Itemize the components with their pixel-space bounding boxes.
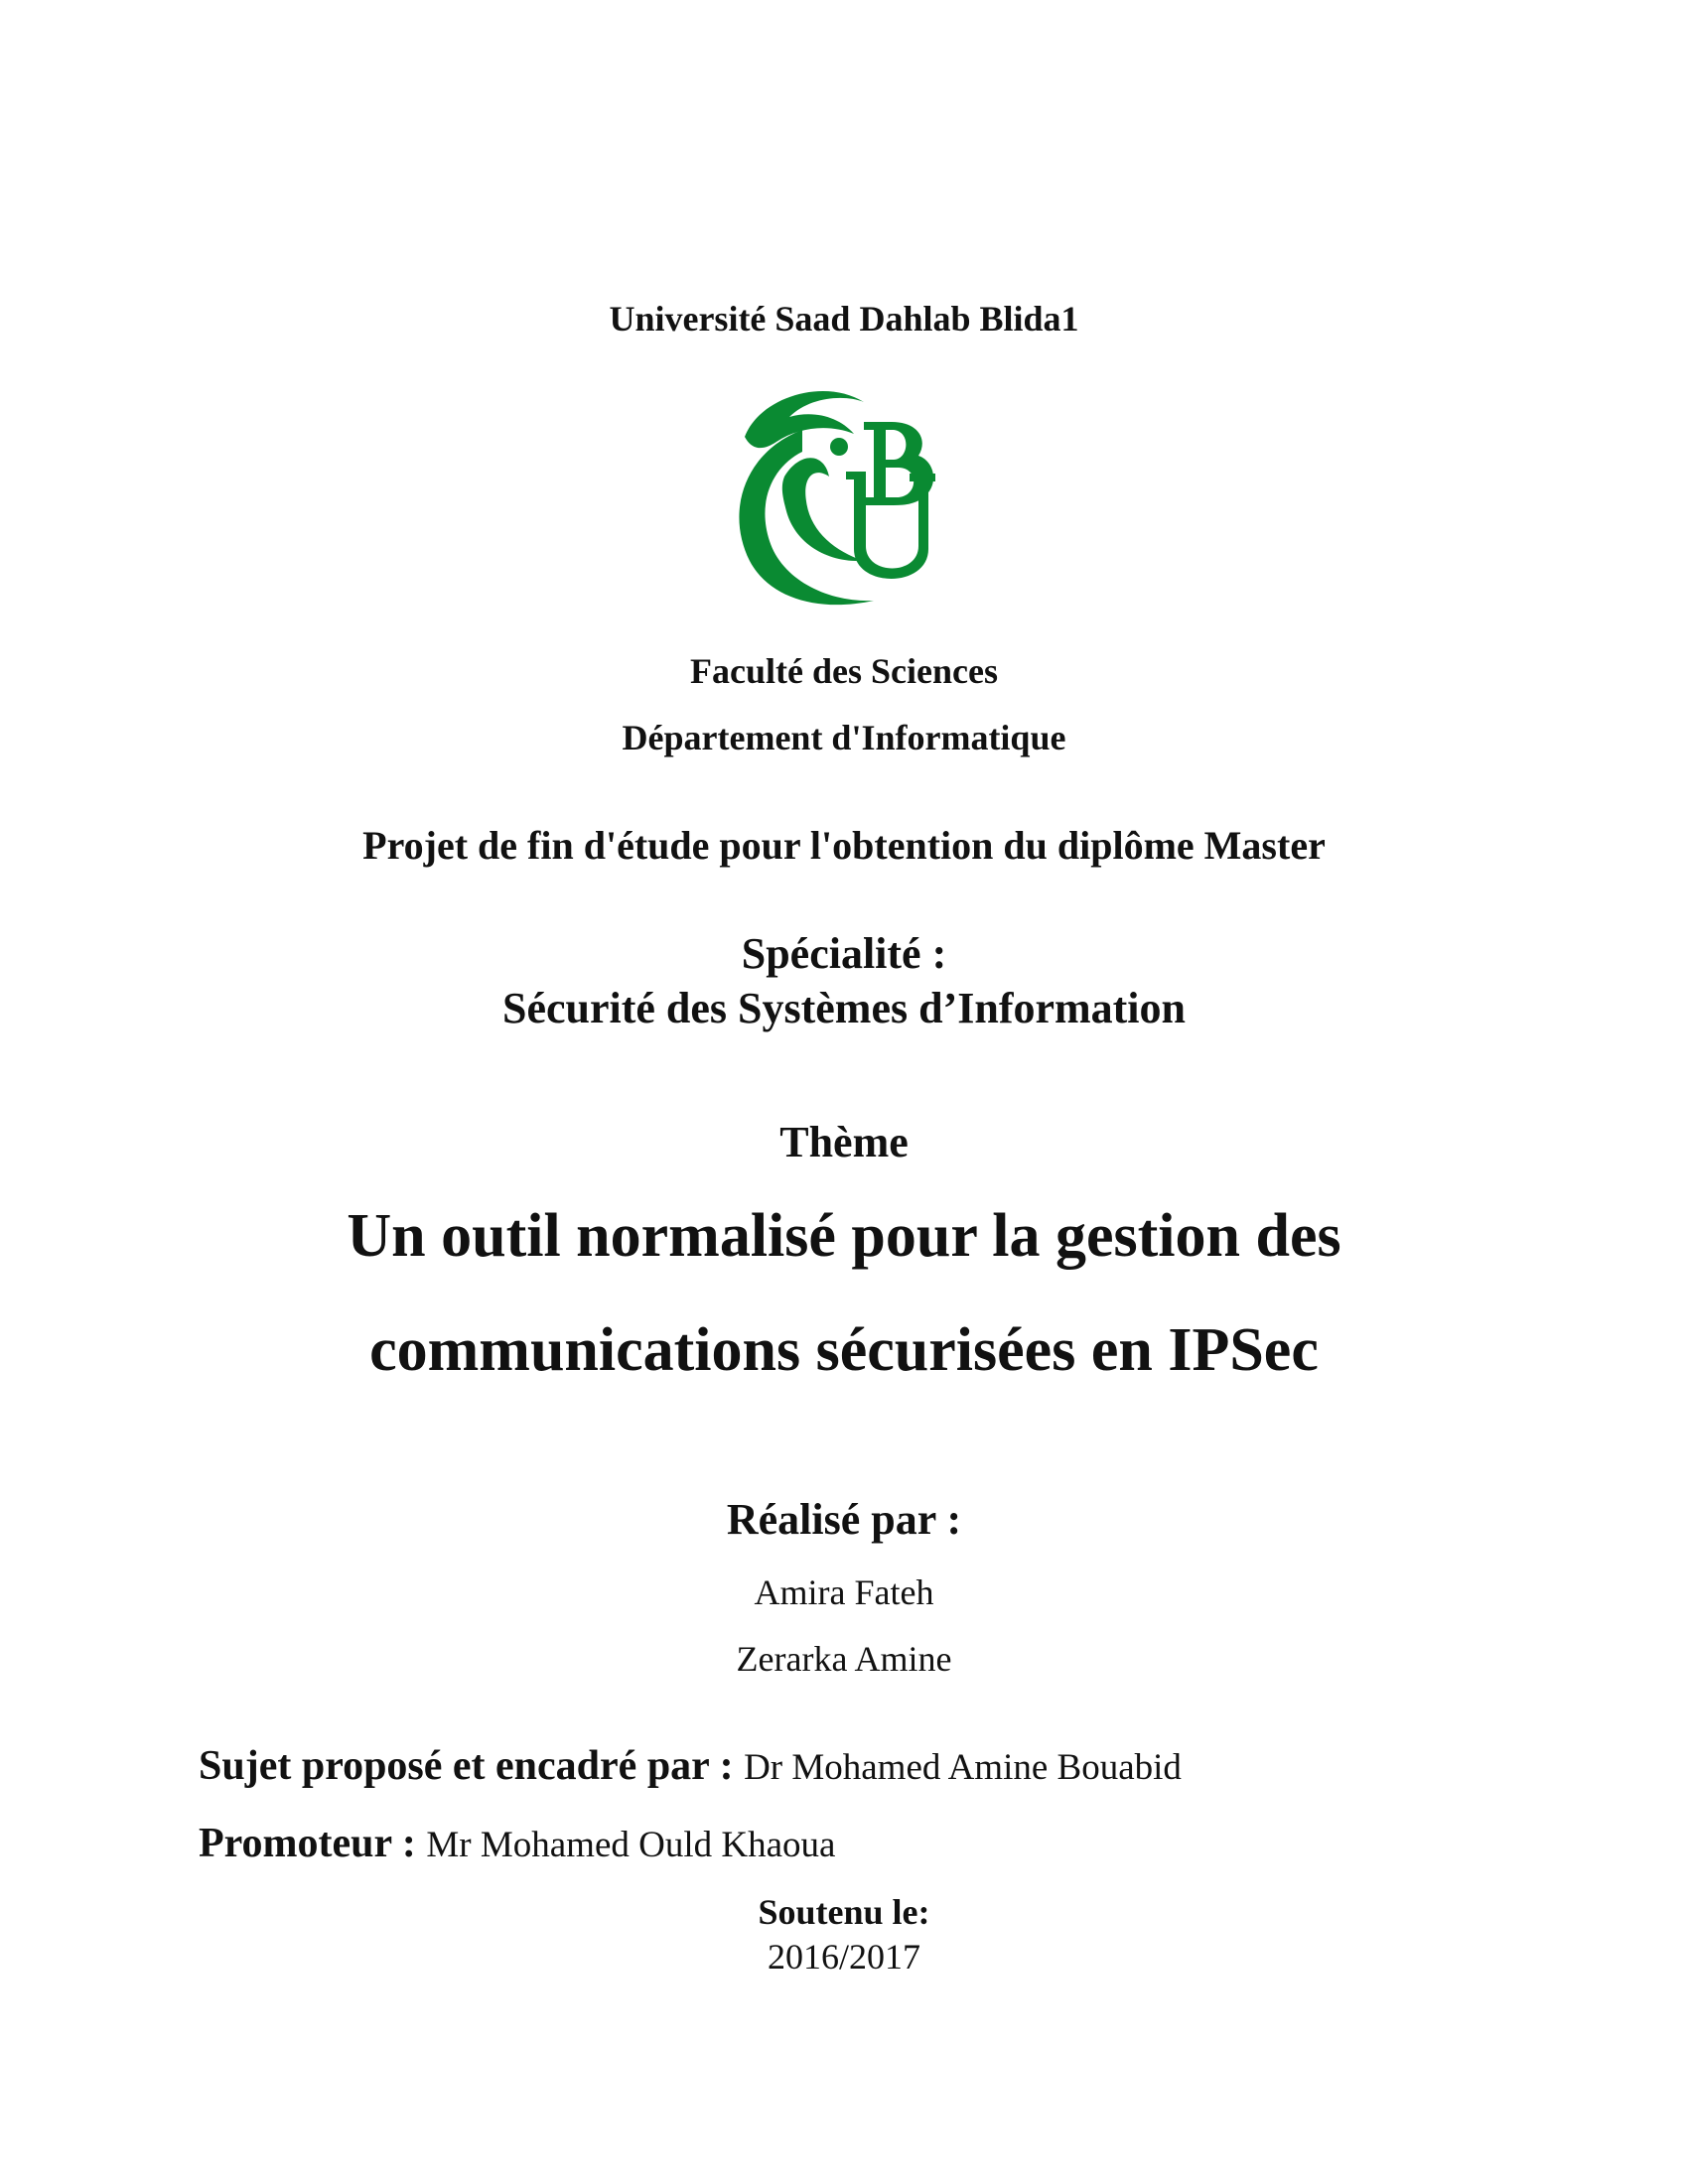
defense-year: 2016/2017 — [767, 1937, 920, 1977]
faculty-name: Faculté des Sciences — [690, 651, 998, 691]
promoter-row — [199, 1820, 835, 1867]
university-blida-logo-icon — [715, 382, 973, 611]
supervisor-row — [199, 1742, 1182, 1790]
thesis-title-line-1: Un outil normalisé pour la gestion des — [347, 1202, 1341, 1270]
thesis-title-line-2: communications sécurisées en IPSec — [369, 1316, 1319, 1384]
theme-label: Thème — [779, 1118, 909, 1166]
project-line: Projet de fin d'étude pour l'obtention du diplôme Master — [362, 823, 1326, 868]
author-name: Zerarka Amine — [736, 1639, 952, 1679]
promoter-label: Promoteur : — [199, 1821, 427, 1866]
specialty-label: Spécialité : — [741, 929, 947, 978]
author-name: Amira Fateh — [754, 1572, 934, 1612]
supervisor-name: Dr Mohamed Amine Bouabid — [744, 1747, 1182, 1788]
defense-label: Soutenu le: — [758, 1892, 930, 1932]
promoter-name: Mr Mohamed Ould Khaoua — [426, 1825, 836, 1865]
authors-label: Réalisé par : — [726, 1495, 962, 1544]
department-name: Département d'Informatique — [622, 718, 1066, 757]
specialty-value: Sécurité des Systèmes d’Information — [501, 984, 1187, 1032]
university-name: Université Saad Dahlab Blida1 — [609, 299, 1079, 339]
supervisor-label: Sujet proposé et encadré par : — [199, 1743, 745, 1789]
